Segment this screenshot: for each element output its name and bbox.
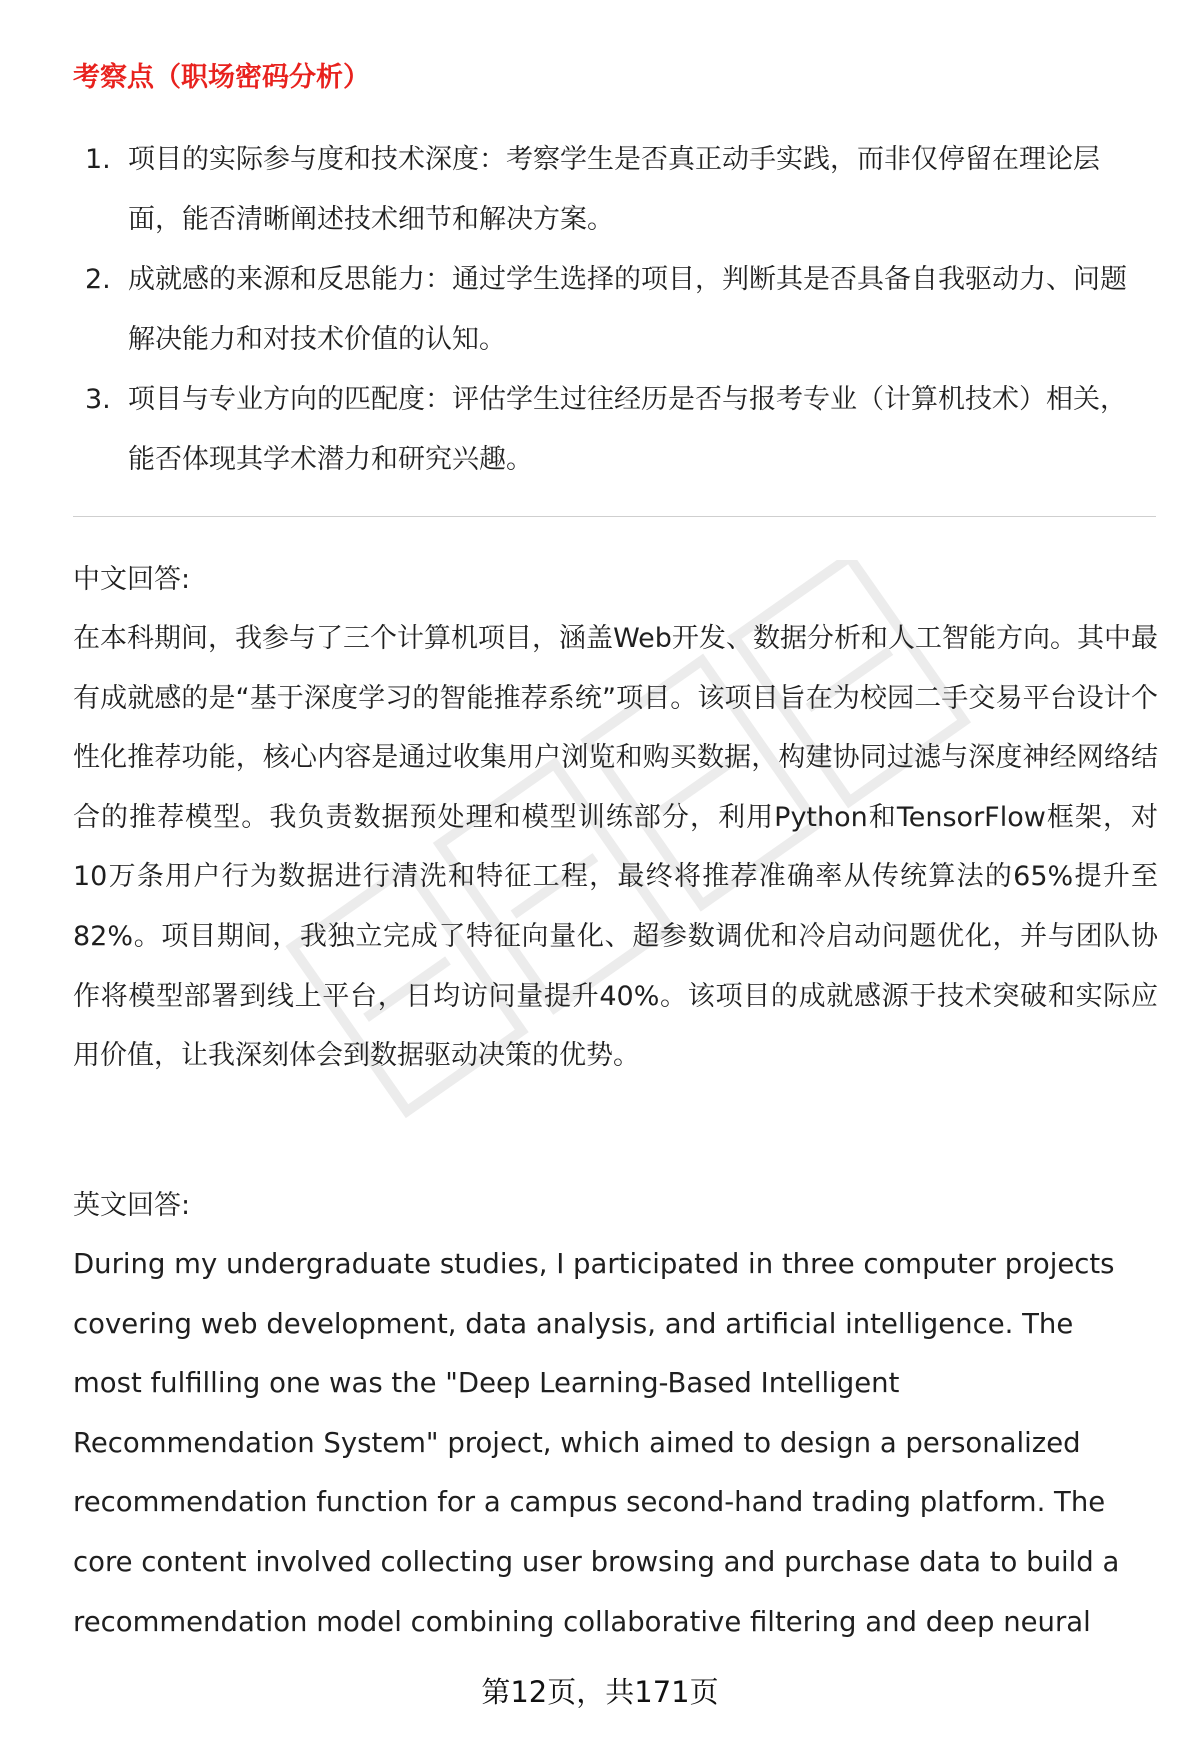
english-answer-text: [73, 1235, 1158, 1652]
list-item: [73, 370, 1153, 490]
english-answer-line: Recommendation System" project, which aimed to design a personalized: [73, 1426, 1081, 1459]
list-item-number: 3.: [85, 384, 111, 415]
list-item-text: 成就感的来源和反思能力：通过学生选择的项目，判断其是否具备自我驱动力、问题解决能力和对技术价值的认知。: [128, 264, 1127, 355]
list-item-number: 1.: [85, 144, 111, 175]
divider: [73, 516, 1156, 517]
english-answer-line: recommendation function for a campus second-hand trading platform. The: [73, 1486, 1106, 1519]
list-item-text: 项目的实际参与度和技术深度：考察学生是否真正动手实践，而非仅停留在理论层面，能否清晰阐述技术细节和解决方案。: [128, 144, 1100, 235]
english-answer-line: covering web development, data analysis, and artificial intelligence. The: [73, 1307, 1074, 1340]
list-item: [73, 130, 1153, 250]
english-answer-line: core content involved collecting user browsing and purchase data to build a: [73, 1545, 1120, 1578]
english-answer-line: most fulfilling one was the "Deep Learning-Based Intelligent: [73, 1367, 900, 1400]
page-number: 第12页，共171页: [481, 1675, 719, 1709]
list-item: [73, 250, 1153, 370]
list-item-text: 项目与专业方向的匹配度：评估学生过往经历是否与报考专业（计算机技术）相关，能否体现其学术潜力和研究兴趣。: [128, 384, 1127, 475]
english-answer-label: 英文回答:: [73, 1190, 191, 1221]
chinese-answer-text: 在本科期间，我参与了三个计算机项目，涵盖Web开发、数据分析和人工智能方向。其中最有成就感的是“基于深度学习的智能推荐系统”项目。该项目旨在为校园二手交易平台设计个性化推荐功能，核心内容是通过收集用户浏览和购买数据，构建协同过滤与深度神经网络结合的推荐模型。我负责数据预处理和模型训练部分，利用Python和TensorFlow框架，对10万条用户行为数据进行清洗和特征工程，最终将推荐准确率从传统算法的65%提升至82%。项目期间，我独立完成了特征向量化、超参数调优和冷启动问题优化，并与团队协作将模型部署到线上平台，日均访问量提升40%。该项目的成就感源于技术突破和实际应用价值，让我深刻体会到数据驱动决策的优势。: [73, 623, 1158, 1072]
watermark-text: 职场密码: [610, 838, 650, 871]
assessment-points-list: [73, 130, 1153, 490]
section-title: 考察点（职场密码分析）: [73, 62, 370, 93]
list-item-number: 2.: [85, 264, 111, 295]
chinese-answer-label: 中文回答:: [73, 564, 191, 595]
english-answer-line: recommendation model combining collaborative filtering and deep neural: [73, 1605, 1091, 1638]
english-answer-line: During my undergraduate studies, I participated in three computer projects: [73, 1248, 1115, 1280]
